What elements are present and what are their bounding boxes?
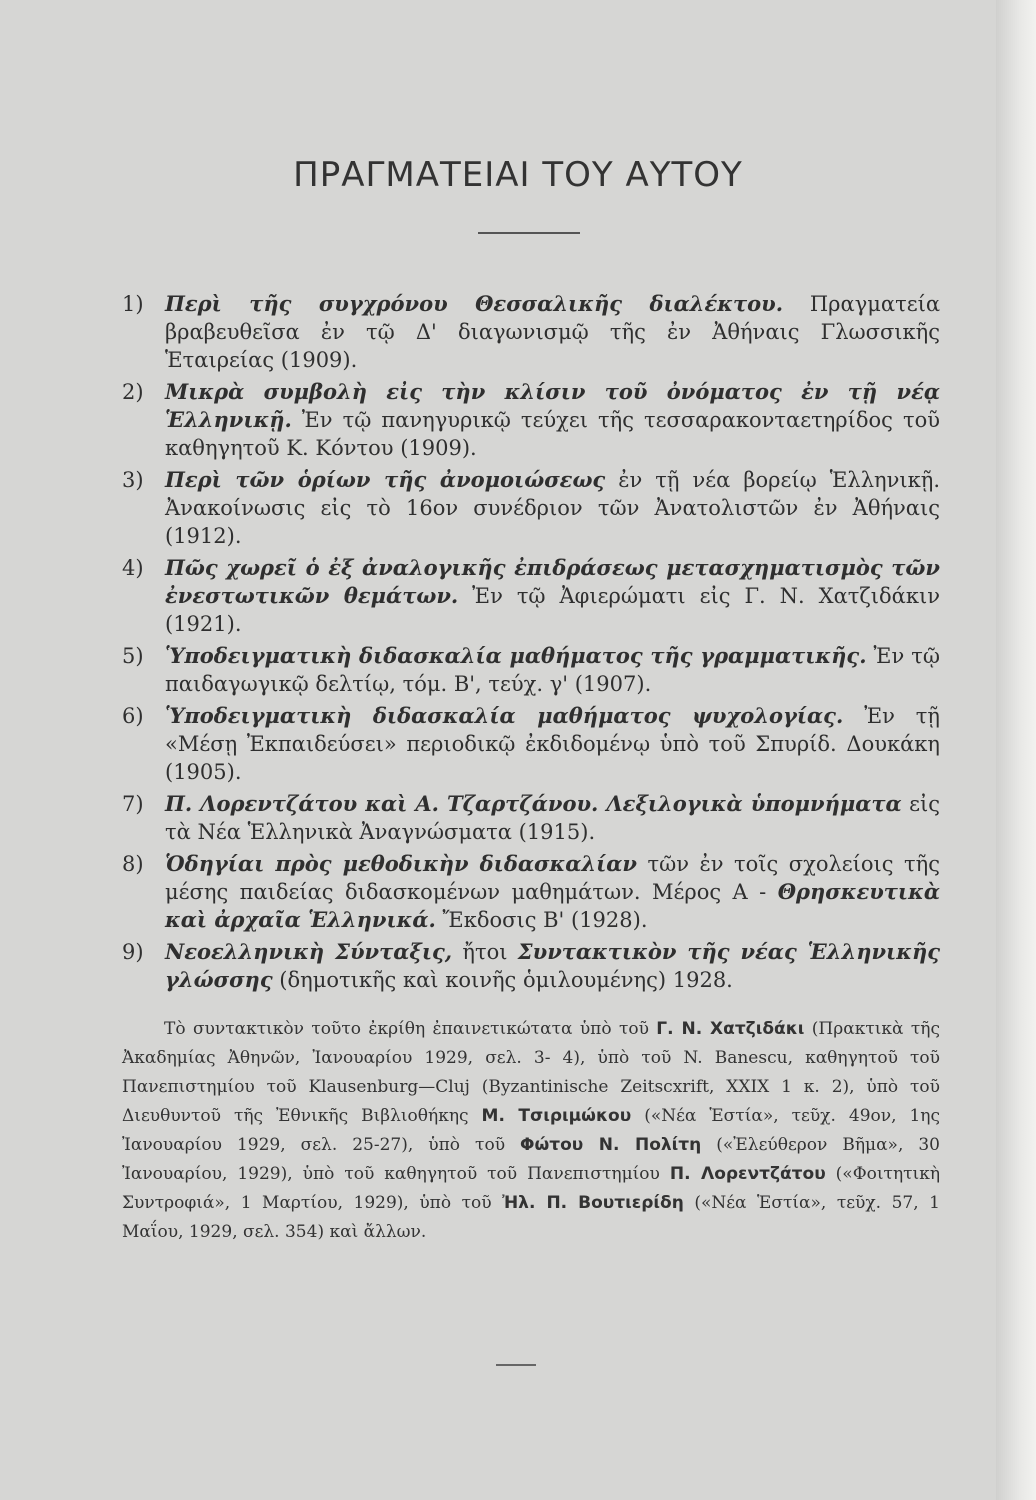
item-subtitle: Συντακτικὸν τῆς νέας Ἑλληνικῆς γλώσσης [165,939,940,992]
item-details: Ἐν τῷ παιδαγωγικῷ δελτίῳ, τόμ. Β', τεύχ. γ' (1907). [165,644,940,696]
item-number: 8) [122,852,144,876]
item-details: Ἐν τῷ πανηγυρικῷ τεύχει τῆς τεσσαρακονταετηρίδος τοῦ καθηγητοῦ Κ. Κόντου (1909). [165,408,940,460]
note-text: («Νέα Ἑστία», τεῦχ. 49ον, 1ης Ἰανουαρίου 1929, σελ. 25-27), ὑπὸ τοῦ [122,1106,941,1155]
item-title: Ὑποδειγματικὴ διδασκαλία μαθήματος τῆς γραμματικῆς. [165,643,867,668]
item-subtitle: Θρησκευτικὰ καὶ ἀρχαῖα Ἑλληνικά. [165,879,940,932]
item-title: Ὑποδειγματικὴ διδασκαλία μαθήματος ψυχολογίας. [165,703,844,728]
item-details: Ἐν τῷ Ἀφιερώματι εἰς Γ. Ν. Χατζιδάκιν (1921). [165,584,940,636]
reviewer-name: Ἠλ. Π. Βουτιερίδη [502,1193,684,1213]
page-edge [996,0,1036,1500]
item-details: ἤτοι [452,940,518,964]
item-edition: Ἔκδοσις Β' (1928). [435,908,648,932]
bottom-divider [496,1364,536,1366]
item-title: Νεοελληνικὴ Σύνταξις, [165,939,453,964]
item-edition: (δημοτικῆς καὶ κοινῆς ὁμιλουμένης) 1928. [272,968,733,992]
item-title: Μικρὰ συμβολὴ εἰς τὴν κλίσιν τοῦ ὀνόματος ἐν τῇ νέᾳ Ἑλληνικῇ. [165,379,940,432]
note-text: Τὸ συντακτικὸν τοῦτο ἐκρίθη ἐπαινετικώτατα ὑπὸ τοῦ [164,1019,657,1039]
list-item [122,554,940,638]
item-details: τῶν ἐν τοῖς σχολείοις τῆς μέσης παιδείας διδασκομένων μαθημάτων. Μέρος Α - [165,852,940,904]
item-number: 9) [122,940,144,964]
list-item [122,850,940,934]
reviewer-name: Μ. Τσιριμώκου [481,1106,632,1126]
item-details: Ἐν τῇ «Μέσῃ Ἐκπαιδεύσει» περιοδικῷ ἐκδιδομένῳ ὑπὸ τοῦ Σπυρίδ. Δουκάκη (1905). [165,704,941,784]
item-title: Π. Λορεντζάτου καὶ Α. Τζαρτζάνου. Λεξιλογικὰ ὑπομνήματα [165,791,902,816]
list-item [122,790,940,846]
item-details: Πραγματεία βραβευθεῖσα ἐν τῷ Δ' διαγωνισμῷ τῆς ἐν Ἀθήναις Γλωσσικῆς Ἑταιρείας (1909). [165,292,940,372]
list-item [122,642,940,698]
list-item [122,466,940,550]
reviewer-name: Γ. Ν. Χατζιδάκι [656,1019,805,1039]
reviews-note [122,1015,940,1247]
item-number: 3) [122,468,144,492]
item-number: 7) [122,792,144,816]
item-number: 5) [122,644,144,668]
item-number: 1) [122,292,144,316]
reviewer-name: Π. Λορεντζάτου [669,1164,826,1184]
reviewer-name: Φώτου Ν. Πολίτη [520,1135,702,1155]
note-text: («Νέα Ἑστία», τεῦχ. 57, 1 Μαΐου, 1929, σελ. 354) καὶ ἄλλων. [122,1193,940,1242]
item-title: Περὶ τῆς συγχρόνου Θεσσαλικῆς διαλέκτου. [165,291,784,316]
item-title: Ὁδηγίαι πρὸς μεθοδικὴν διδασκαλίαν [165,851,637,876]
item-number: 2) [122,380,144,404]
note-text: (Πρακτικὰ τῆς Ἀκαδημίας Ἀθηνῶν, Ἰανουαρίου 1929, σελ. 3- 4), ὑπὸ τοῦ N. Banescu, καθηγητοῦ τοῦ Πανεπιστημίου τοῦ Klausenburg—Cluj (Byzantinische Zeitscxrift, XXIX 1 κ. 2), ὑπὸ τοῦ Διευθυντοῦ τῆς Ἐθνικῆς Βιβλιοθήκης [122,1019,941,1126]
list-item [122,702,940,786]
title-divider [478,232,580,234]
note-text: («Φοιτητικὴ Συντροφιά», 1 Μαρτίου, 1929), ὑπὸ τοῦ [122,1164,941,1213]
publication-list [122,290,940,998]
list-item [122,290,940,374]
item-number: 4) [122,556,144,580]
page-title: ΠΡΑΓΜΑΤΕΙΑΙ ΤΟΥ ΑΥΤΟΥ [293,155,743,195]
item-details: εἰς τὰ Νέα Ἑλληνικὰ Ἀναγνώσματα (1915). [165,792,940,844]
note-text: («Ἐλεύθερον Βῆμα», 30 Ἰανουαρίου, 1929), ὑπὸ τοῦ καθηγητοῦ τοῦ Πανεπιστημίου [122,1135,940,1184]
item-title: Πῶς χωρεῖ ὁ ἐξ ἀναλογικῆς ἐπιδράσεως μετασχηματισμὸς τῶν ἐνεστωτικῶν θεμάτων. [165,555,940,608]
list-item [122,378,940,462]
item-details: ἐν τῇ νέα βορείῳ Ἑλληνικῇ. Ἀνακοίνωσις εἰς τὸ 16ον συνέδριον τῶν Ἀνατολιστῶν ἐν Ἀθήναις (1912). [165,468,940,548]
list-item [122,938,940,994]
item-title: Περὶ τῶν ὁρίων τῆς ἀνομοιώσεως [165,467,606,492]
item-number: 6) [122,704,144,728]
